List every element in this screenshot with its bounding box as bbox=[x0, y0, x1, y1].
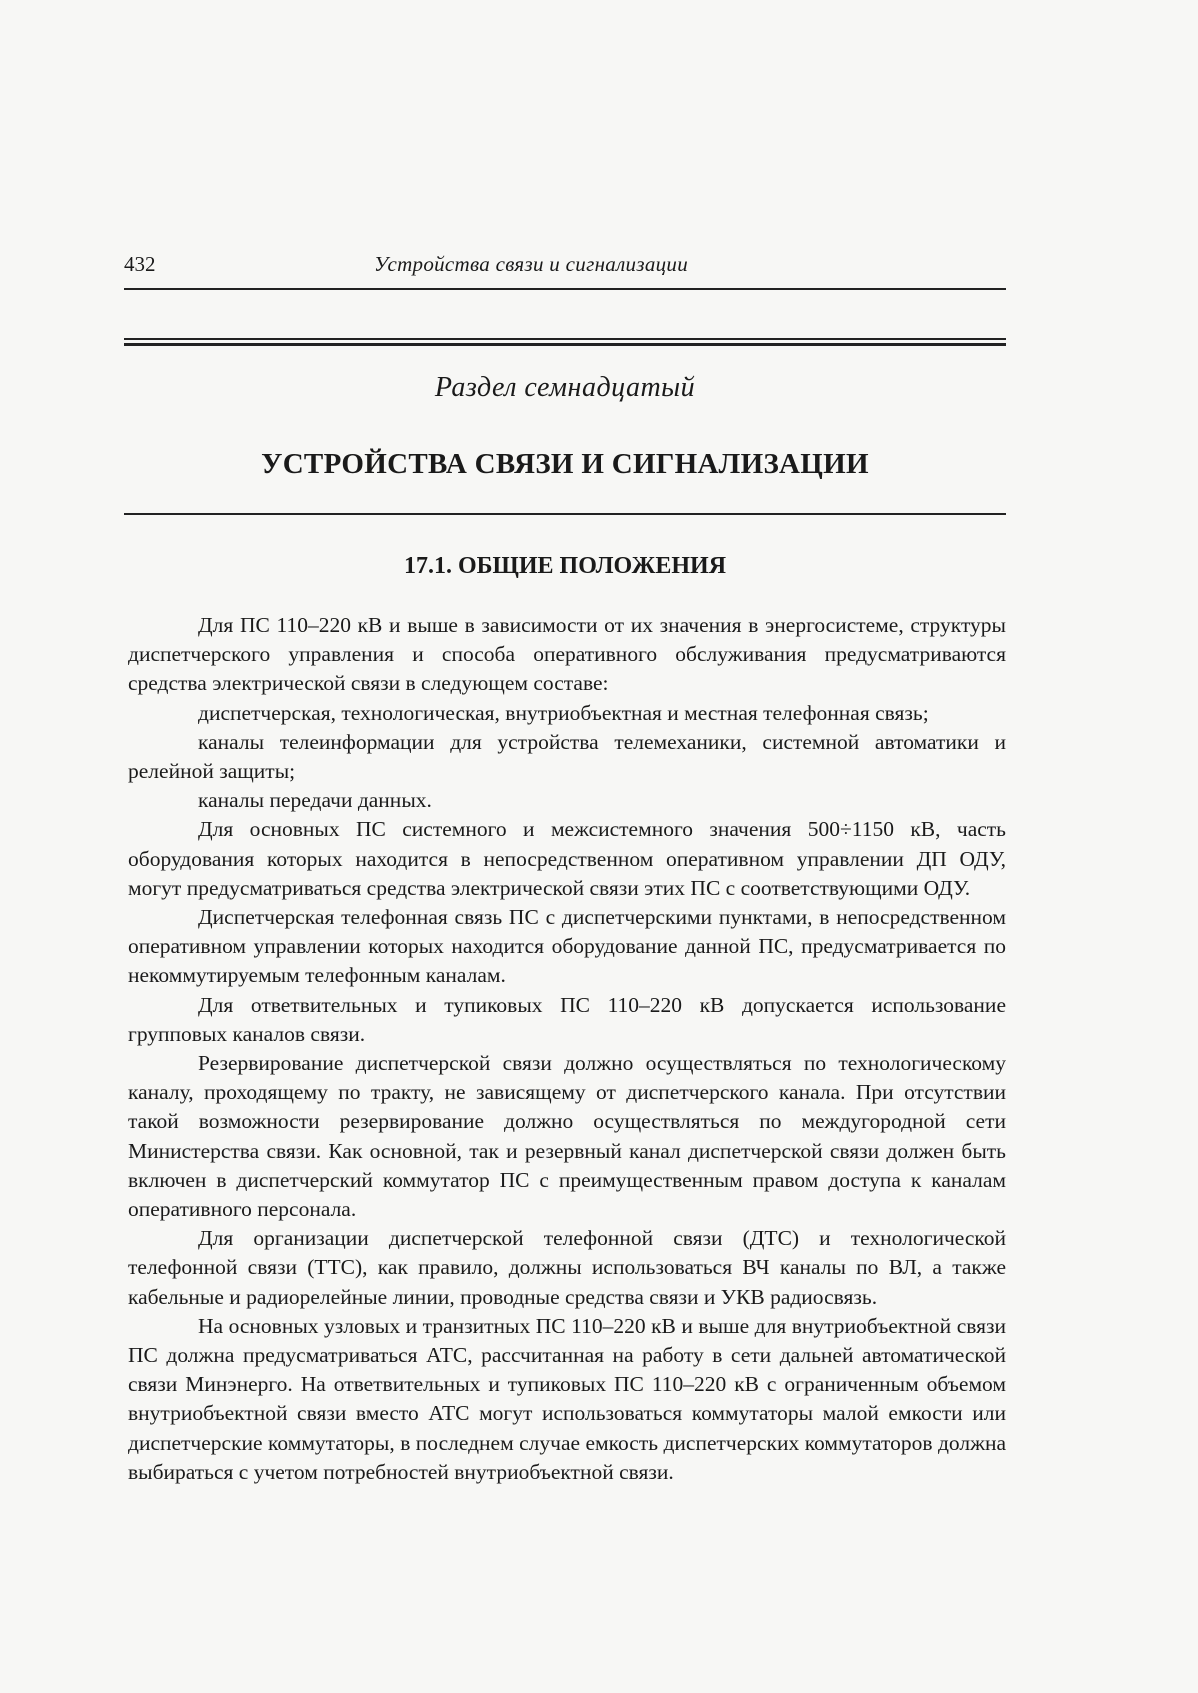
paragraph: Для ответвительных и тупиковых ПС 110–220 кВ допускается использование групповых каналов связи. bbox=[128, 992, 1006, 1046]
section-top-rule-thick bbox=[124, 343, 1006, 346]
paragraph: Для основных ПС системного и межсистемного значения 500÷1150 кВ, часть оборудования которых находится в непосредственном оперативном управлении ДП ОДУ, могут предусматриваться средства электрической связи этих ПС с соответствующими ОДУ. bbox=[128, 817, 1006, 900]
paragraph: Для ПС 110–220 кВ и выше в зависимости от их значения в энергосистеме, структуры диспетчерского управления и способа оперативного обслуживания предусматриваются средства электрической связи в следующем составе: bbox=[128, 613, 1006, 696]
list-item: каналы телеинформации для устройства телемеханики, системной автоматики и релейной защиты; bbox=[128, 729, 1006, 784]
page-header bbox=[124, 252, 1006, 290]
list-item: каналы передачи данных. bbox=[198, 788, 432, 813]
running-title: Устройства связи и сигнализации bbox=[374, 252, 689, 276]
section-title: УСТРОЙСТВА СВЯЗИ И СИГНАЛИЗАЦИИ bbox=[261, 448, 869, 480]
paragraph: Резервирование диспетчерской связи должно осуществляться по технологическому каналу, проходящему по тракту, не зависящему от диспетчерского канала. При отсутствии такой возможности резервирование должно осуществляться по междугородной сети Министерства связи. Как основной, так и резервный канал диспетчерской связи должен быть включен в диспетчерский коммутатор ПС с преимущественным правом доступа к каналам оперативного персонала. bbox=[128, 1051, 1006, 1222]
page-number: 432 bbox=[124, 252, 156, 276]
section-top-rule bbox=[124, 338, 1006, 340]
section-bottom-rule bbox=[124, 513, 1006, 515]
paragraph: На основных узловых и транзитных ПС 110–220 кВ и выше для внутриобъектной связи ПС должна предусматриваться АТС, рассчитанная на работу в сети дальней автоматической связи Минэнерго. На ответвительных и тупиковых ПС 110–220 кВ с ограниченным объемом внутриобъектной связи вместо АТС могут использоваться коммутаторы малой емкости или диспетчерские коммутаторы, в последнем случае емкость диспетчерских коммутаторов должна выбираться с учетом потребностей внутриобъектной связи. bbox=[128, 1313, 1006, 1484]
list-item: диспетчерская, технологическая, внутриобъектная и местная телефонная связь; bbox=[198, 700, 929, 725]
header-rule bbox=[124, 288, 1006, 290]
section-label: Раздел семнадцатый bbox=[434, 372, 696, 403]
body-text bbox=[128, 611, 1006, 1487]
paragraph: Диспетчерская телефонная связь ПС с диспетчерскими пунктами, в непосредственном оперативном управлении которых находится оборудование данной ПС, предусматривается по некоммутируемым телефонным каналам. bbox=[128, 905, 1006, 988]
subsection-title: 17.1. ОБЩИЕ ПОЛОЖЕНИЯ bbox=[403, 553, 727, 579]
paragraph: Для организации диспетчерской телефонной связи (ДТС) и технологической телефонной связи (ТТС), как правило, должны использоваться ВЧ каналы по ВЛ, а также кабельные и радиорелейные линии, проводные средства связи и УКВ радиосвязь. bbox=[128, 1226, 1006, 1309]
